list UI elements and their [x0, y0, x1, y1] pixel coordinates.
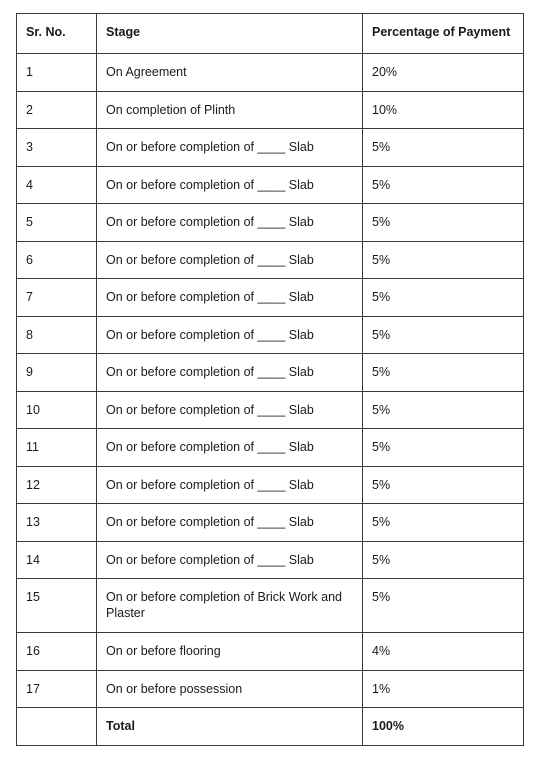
cell-sr-no: 15 — [17, 579, 97, 633]
header-row — [17, 14, 524, 54]
table-row — [17, 670, 524, 708]
cell-sr-no: 16 — [17, 633, 97, 671]
total-percentage: 100% — [363, 708, 524, 746]
cell-sr-no: 14 — [17, 541, 97, 579]
cell-percentage: 5% — [363, 391, 524, 429]
table-row — [17, 429, 524, 467]
cell-stage: On or before completion of ____ Slab — [97, 391, 363, 429]
cell-percentage: 5% — [363, 279, 524, 317]
table-row — [17, 354, 524, 392]
table-row — [17, 466, 524, 504]
cell-percentage: 4% — [363, 633, 524, 671]
cell-percentage: 10% — [363, 91, 524, 129]
cell-percentage: 5% — [363, 354, 524, 392]
cell-sr-no: 2 — [17, 91, 97, 129]
total-label: Total — [97, 708, 363, 746]
table-row — [17, 504, 524, 542]
cell-stage: On or before completion of ____ Slab — [97, 541, 363, 579]
cell-sr-no: 6 — [17, 241, 97, 279]
header-stage: Stage — [97, 14, 363, 54]
table-row — [17, 633, 524, 671]
header-percentage: Percentage of Payment — [363, 14, 524, 54]
total-row — [17, 708, 524, 746]
cell-sr-no: 12 — [17, 466, 97, 504]
cell-stage: On or before possession — [97, 670, 363, 708]
cell-sr-no: 7 — [17, 279, 97, 317]
table-row — [17, 579, 524, 633]
header-sr-no: Sr. No. — [17, 14, 97, 54]
cell-sr-no: 9 — [17, 354, 97, 392]
table-row — [17, 91, 524, 129]
cell-percentage: 5% — [363, 129, 524, 167]
table-row — [17, 166, 524, 204]
table-row — [17, 279, 524, 317]
cell-stage: On or before completion of Brick Work and Plaster — [97, 579, 363, 633]
cell-stage: On or before completion of ____ Slab — [97, 504, 363, 542]
cell-sr-no: 3 — [17, 129, 97, 167]
cell-percentage: 5% — [363, 466, 524, 504]
cell-sr-no: 10 — [17, 391, 97, 429]
cell-percentage: 5% — [363, 241, 524, 279]
cell-percentage: 1% — [363, 670, 524, 708]
cell-sr-no: 8 — [17, 316, 97, 354]
cell-stage: On or before completion of ____ Slab — [97, 354, 363, 392]
cell-percentage: 5% — [363, 504, 524, 542]
table-row — [17, 54, 524, 92]
payment-schedule-table — [16, 13, 524, 746]
table-row — [17, 391, 524, 429]
cell-percentage: 20% — [363, 54, 524, 92]
cell-stage: On or before flooring — [97, 633, 363, 671]
cell-percentage: 5% — [363, 429, 524, 467]
table-row — [17, 129, 524, 167]
cell-sr-no: 1 — [17, 54, 97, 92]
cell-sr-no: 13 — [17, 504, 97, 542]
cell-stage: On or before completion of ____ Slab — [97, 466, 363, 504]
cell-percentage: 5% — [363, 204, 524, 242]
table-row — [17, 316, 524, 354]
table-row — [17, 204, 524, 242]
cell-percentage: 5% — [363, 541, 524, 579]
table-row — [17, 541, 524, 579]
table-row — [17, 241, 524, 279]
total-sr-no-cell — [17, 708, 97, 746]
cell-stage: On or before completion of ____ Slab — [97, 241, 363, 279]
cell-percentage: 5% — [363, 316, 524, 354]
cell-percentage: 5% — [363, 166, 524, 204]
cell-sr-no: 17 — [17, 670, 97, 708]
cell-percentage: 5% — [363, 579, 524, 633]
cell-stage: On or before completion of ____ Slab — [97, 429, 363, 467]
cell-sr-no: 4 — [17, 166, 97, 204]
cell-sr-no: 5 — [17, 204, 97, 242]
cell-stage: On or before completion of ____ Slab — [97, 166, 363, 204]
cell-stage: On or before completion of ____ Slab — [97, 204, 363, 242]
cell-stage: On or before completion of ____ Slab — [97, 316, 363, 354]
cell-stage: On Agreement — [97, 54, 363, 92]
cell-stage: On or before completion of ____ Slab — [97, 279, 363, 317]
cell-stage: On completion of Plinth — [97, 91, 363, 129]
cell-stage: On or before completion of ____ Slab — [97, 129, 363, 167]
cell-sr-no: 11 — [17, 429, 97, 467]
